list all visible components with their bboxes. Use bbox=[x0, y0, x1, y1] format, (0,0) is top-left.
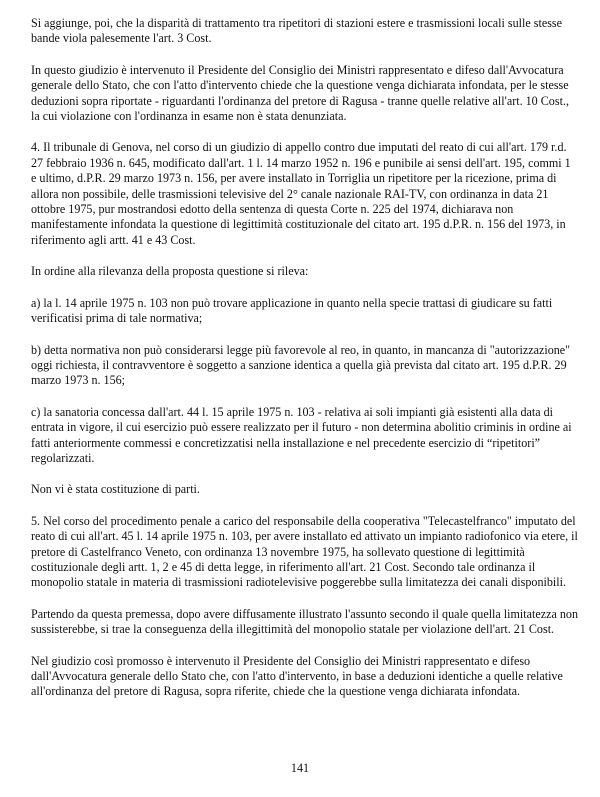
paragraph: Nel giudizio così promosso è intervenuto il Presidente del Consiglio dei Ministri rappresentato e difeso dall'Avvocatura generale dello Stato che, con l'atto d'intervento, in base a deduzioni identiche a quelle relative all'ordinanza del pretore di Ragusa, sopra riferite, chiede che la questione venga dichiarata infondata. bbox=[31, 653, 563, 699]
paragraph: In ordine alla rilevanza della proposta questione si rileva: bbox=[31, 264, 309, 279]
paragraph: Non vi è stata costituzione di parti. bbox=[31, 482, 200, 497]
document-body bbox=[31, 16, 579, 716]
paragraph: 5. Nel corso del procedimento penale a carico del responsabile della cooperativa "Telecastelfranco" imputato del reato di cui all'art. 45 l. 14 aprile 1975 n. 103, per avere installato ed attivato un impianto radiofonico via etere, il pretore di Castelfranco Veneto, con ordinanza 13 novembre 1975, ha sollevato questione di legittimità costituzionale degli artt. 1, 2 e 45 di detta legge, in riferimento all'art. 21 Cost. Secondo tale ordinanza il monopolio statale in materia di trasmissioni radiotelevisive poggerebbe sulla limitatezza dei canali disponibili. bbox=[31, 513, 578, 590]
paragraph: In questo giudizio è intervenuto il Presidente del Consiglio dei Ministri rappresentato e difeso dall'Avvocatura generale dello Stato, che con l'atto d'intervento chiede che la questione venga dichiarata infondata, per le stesse deduzioni sopra riportate - riguardanti l'ordinanza del pretore di Ragusa - tranne quelle relative all'art. 10 Cost., la cui violazione con l'ordinanza in esame non è stata denunziata. bbox=[31, 62, 569, 124]
paragraph: c) la sanatoria concessa dall'art. 44 l. 15 aprile 1975 n. 103 - relativa ai soli impianti già esistenti alla data di entrata in vigore, il cui esercizio può essere realizzato per il futuro - non determina abolitio criminis in ordine ai fatti anteriormente commessi e concretizzatisi nella installazione e nel precedente esercizio di “ripetitori” regolarizzati. bbox=[31, 404, 572, 465]
page-number: 141 bbox=[290, 761, 310, 775]
paragraph: 4. Il tribunale di Genova, nel corso di un giudizio di appello contro due imputati del reato di cui all'art. 179 r.d. 27 febbraio 1936 n. 645, modificato dall'art. 1 l. 14 marzo 1952 n. 196 e punibile ai sensi dell'art. 195, commi 1 e ultimo, d.P.R. 29 marzo 1973 n. 156, per avere installato in Torriglia un ripetitore per la ricezione, prima di allora non possibile, delle trasmissioni televisive del 2° canale nazionale RAI-TV, con ordinanza in data 21 ottobre 1975, pur mostrandosi edotto della sentenza di questa Corte n. 225 del 1974, dichiarava non manifestamente infondata la questione di legittimità costituzionale del citato art. 195 d.P.R. n. 156 del 1973, in riferimento agli artt. 41 e 43 Cost. bbox=[31, 140, 571, 247]
paragraph: Si aggiunge, poi, che la disparità di trattamento tra ripetitori di stazioni estere e trasmissioni locali sulle stesse bande viola palesemente l'art. 3 Cost. bbox=[31, 16, 562, 46]
paragraph: Partendo da questa premessa, dopo avere diffusamente illustrato l'assunto secondo il quale quella limitatezza non sussisterebbe, si trae la conseguenza della illegittimità del monopolio statale per violazione dell'art. 21 Cost. bbox=[31, 606, 579, 637]
paragraph: b) detta normativa non può considerarsi legge più favorevole al reo, in quanto, in mancanza di "autorizzazione" oggi richiesta, il contravventore è soggetto a sanzione identica a quella già prevista dal citato art. 195 d.P.R. 29 marzo 1973 n. 156; bbox=[31, 342, 571, 388]
paragraph: a) la l. 14 aprile 1975 n. 103 non può trovare applicazione in quanto nella specie trattasi di giudicare su fatti verificatisi prima di tale normativa; bbox=[31, 295, 553, 326]
